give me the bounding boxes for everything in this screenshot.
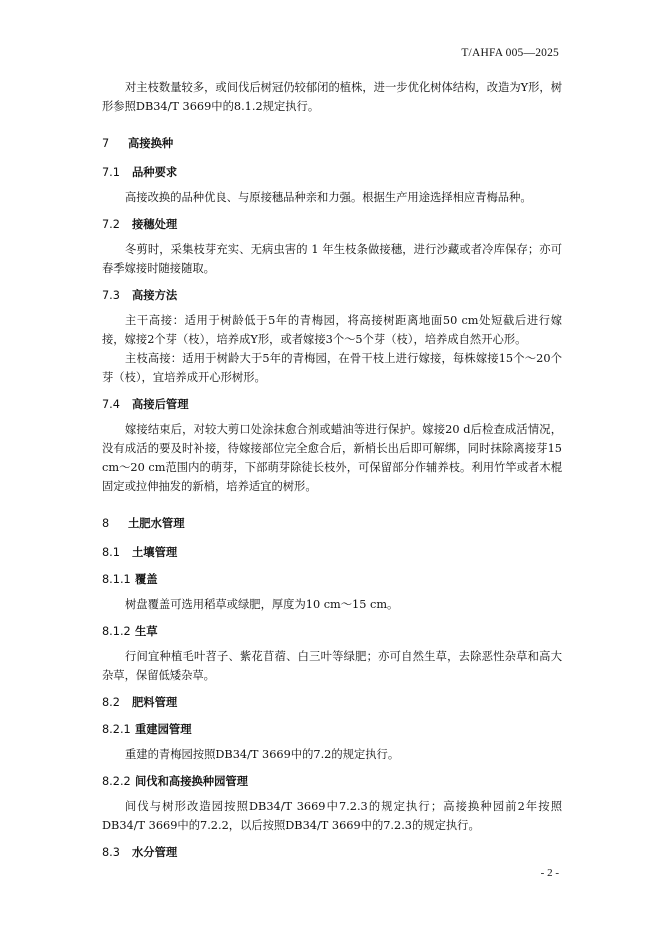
body-paragraph: 间伐与树形改造园按照DB34/T 3669中7.2.3的规定执行；高接换种园前2年按照DB34/T 3669中的7.2.2，以后按照DB34/T 3669中的7.2.3的规定执行。 (102, 800, 562, 832)
subsection-heading (102, 570, 562, 589)
heading-number: 7 (102, 137, 110, 150)
body-paragraph: 重建的青梅园按照DB34/T 3669中的7.2的规定执行。 (125, 748, 400, 761)
chapter-heading (102, 134, 562, 153)
section-heading (102, 215, 562, 234)
body-paragraph: 高接改换的品种优良、与原接穗品种亲和力强。根据生产用途选择相应青梅品种。 (125, 191, 532, 204)
body-paragraph: 主枝高接：适用于树龄大于5年的青梅园，在骨干枝上进行嫁接，每株嫁接15个～20个芽（枝），宜培养成开心形树形。 (102, 352, 562, 384)
heading-title: 间伐和高接换种园管理 (135, 775, 248, 788)
heading-number: 8.3 (102, 846, 120, 859)
heading-title: 生草 (135, 625, 158, 638)
page-number: - 2 - (540, 867, 559, 879)
heading-title: 高接方法 (132, 289, 178, 302)
heading-title: 品种要求 (132, 166, 178, 179)
heading-title: 肥料管理 (132, 696, 178, 709)
chapter-heading (102, 514, 562, 533)
body-paragraph: 主干高接：适用于树龄低于5年的青梅园，将高接树距离地面50 cm处短截后进行嫁接，嫁接2个芽（枝），培养成Y形，或者嫁接3个～5个芽（枝），培养成自然开心形。 (102, 314, 562, 346)
heading-title: 重建园管理 (135, 723, 192, 736)
body-paragraph: 对主枝数量较多，或间伐后树冠仍较郁闭的植株，进一步优化树体结构，改造为Y形，树形参照DB34/T 3669中的8.1.2规定执行。 (102, 81, 562, 113)
heading-number: 8.1 (102, 546, 120, 559)
heading-number: 8.2.2 (102, 775, 131, 788)
heading-number: 8 (102, 517, 110, 530)
heading-title: 水分管理 (132, 846, 178, 859)
subsection-heading (102, 622, 562, 641)
heading-title: 覆盖 (135, 573, 158, 586)
heading-number: 8.2 (102, 696, 120, 709)
section-heading (102, 693, 562, 712)
heading-number: 8.2.1 (102, 723, 131, 736)
section-heading (102, 843, 562, 862)
heading-number: 7.4 (102, 398, 120, 411)
subsection-heading (102, 720, 562, 739)
heading-title: 接穗处理 (132, 218, 178, 231)
heading-title: 高接后管理 (132, 398, 189, 411)
heading-title: 高接换种 (128, 137, 174, 150)
section-heading (102, 163, 562, 182)
section-heading (102, 286, 562, 305)
standard-code-header: T/AHFA 005—2025 (461, 47, 559, 59)
body-paragraph: 树盘覆盖可选用稻草或绿肥，厚度为10 cm～15 cm。 (125, 598, 399, 611)
subsection-heading (102, 772, 562, 791)
heading-title: 土壤管理 (132, 546, 178, 559)
heading-title: 土肥水管理 (128, 517, 185, 530)
document-body (102, 78, 562, 868)
heading-number: 8.1.2 (102, 625, 131, 638)
body-paragraph: 冬剪时，采集枝芽充实、无病虫害的 1 年生枝条做接穗，进行沙藏或者冷库保存；亦可春季嫁接时随接随取。 (102, 243, 562, 275)
heading-number: 7.2 (102, 218, 120, 231)
body-paragraph: 嫁接结束后，对较大剪口处涂抹愈合剂或蜡油等进行保护。嫁接20 d后检查成活情况，没有成活的要及时补接，待嫁接部位完全愈合后，新梢长出后即可解绑，同时抹除离接芽15 cm～20 cm范围内的萌芽，下部萌芽除徒长枝外，可保留部分作辅养枝。利用竹竿或者木棍固定或拉伸抽发的新梢，培养适宜的树形。 (102, 423, 562, 493)
section-heading (102, 543, 562, 562)
heading-number: 8.1.1 (102, 573, 131, 586)
body-paragraph: 行间宜种植毛叶苕子、紫花苜蓿、白三叶等绿肥；亦可自然生草，去除恶性杂草和高大杂草，保留低矮杂草。 (102, 650, 562, 682)
heading-number: 7.3 (102, 289, 120, 302)
heading-number: 7.1 (102, 166, 120, 179)
section-heading (102, 395, 562, 414)
